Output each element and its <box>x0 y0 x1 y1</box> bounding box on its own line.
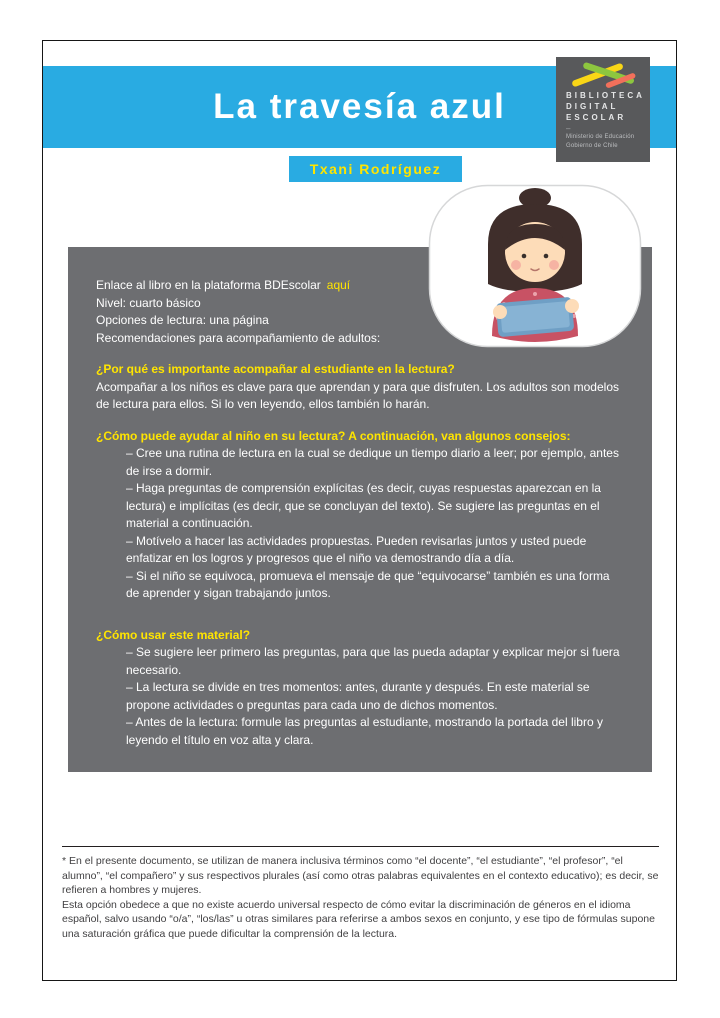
bullet-item: – Se sugiere leer primero las preguntas, para que las pueda adaptar y explicar mejor si fuera necesario. <box>126 645 620 677</box>
bde-logo <box>556 57 650 162</box>
section-heading-how-to-use: ¿Cómo usar este material? <box>96 627 251 642</box>
logo-word-biblioteca: BIBLIOTECA <box>566 91 645 100</box>
ministry-line: Ministerio de Educación <box>566 134 635 140</box>
bullet-item: – Motívelo a hacer las actividades propuestas. Pueden revisarlas juntos y usted puede enfatizar en los logros y progresos que el niño va demostrando día a día. <box>126 533 587 565</box>
logo-word-escolar: ESCOLAR <box>566 113 627 122</box>
logo-word-digital: DIGITAL <box>566 102 619 111</box>
platform-link-text: Enlace al libro en la plataforma BDEscolar <box>96 278 321 292</box>
footnote-paragraph-2: Esta opción obedece a que no existe acuerdo universal respecto de cómo evitar la discriminación de géneros en el idioma español, salvo usando “o/a”, “los/las” u otras similares para referirse a ambos sexos en conjunto, y ese tipo de fórmulas supone una saturación gráfica que puede dificultar la comprensión de la lectura. <box>62 898 655 940</box>
bullet-item: – Haga preguntas de comprensión explícitas (es decir, cuyas respuestas aparezcan en la lectura) e implícitas (es decir, que se concluyan del texto). Se sugiere las preguntas en el material a continuación. <box>126 481 601 530</box>
ministry-text <box>566 134 650 150</box>
author-name: Txani Rodríguez <box>309 161 442 177</box>
crossed-pencils-icon <box>568 61 640 89</box>
book-link[interactable]: aquí <box>326 278 351 292</box>
child-reading-illustration <box>428 184 642 348</box>
bullet-item: – Si el niño se equivoca, promueva el mensaje de que “equivocarse” también es una forma de aprender y sigan trabajando juntos. <box>126 568 610 600</box>
section-paragraph-why-accompany: Acompañar a los niños es clave para que aprendan y para que disfruten. Los adultos son modelos de lectura para ellos. Si lo ven leyendo, ellos también lo harán. <box>96 379 619 411</box>
section-heading-how-to-help: ¿Cómo puede ayudar al niño en su lectura? A continuación, van algunos consejos: <box>96 428 571 443</box>
author-badge <box>289 156 462 182</box>
recommendations-line: Recomendaciones para acompañamiento de adultos: <box>96 330 381 345</box>
footnote-paragraph-1: * En el presente documento, se utilizan de manera inclusiva términos como “el docente”, “el estudiante”, “el profesor”, “el alumno”, “el compañero” y sus respectivos plurales (así como otras palabras equivalentes en el contexto educativo); es decir, se refieren a hombres y mujeres. <box>62 855 659 897</box>
bullet-item: – Antes de la lectura: formule las preguntas al estudiante, mostrando la portada del libro y leyendo el título en voz alta y clara. <box>126 715 603 747</box>
bullet-item: – La lectura se divide en tres momentos: antes, durante y después. En este material se propone actividades o preguntas para cada uno de dichos momentos. <box>126 680 590 712</box>
reading-options-line: Opciones de lectura: una página <box>96 313 269 327</box>
level-line: Nivel: cuarto básico <box>96 295 201 310</box>
bullet-item: – Cree una rutina de lectura en la cual se dedique un tiempo diario a leer; por ejemplo, antes de irse a dormir. <box>126 446 619 478</box>
page-title: La travesía azul <box>213 87 506 126</box>
logo-divider: – <box>566 124 571 133</box>
logo-wordmark <box>566 90 650 123</box>
section-heading-why-accompany: ¿Por qué es importante acompañar al estudiante en la lectura? <box>96 362 455 376</box>
footnote-divider <box>62 846 659 847</box>
government-line: Gobierno de Chile <box>566 142 618 149</box>
footnote <box>62 846 659 942</box>
